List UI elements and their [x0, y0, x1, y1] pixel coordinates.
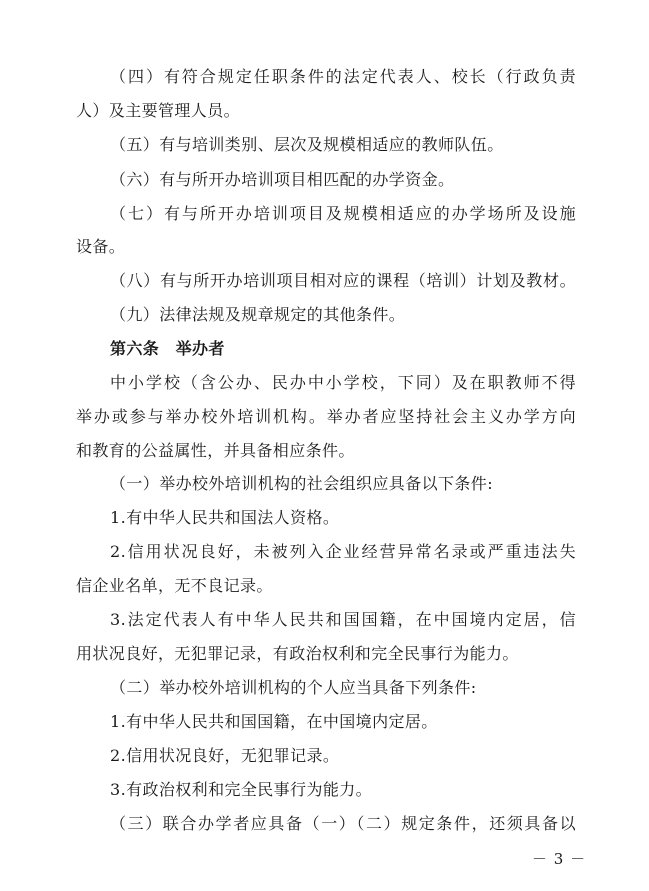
paragraph-line: 信企业名单，无不良记录。 — [76, 576, 273, 595]
paragraph-line: （三）联合办学者应具备（一）（二）规定条件，还须具备以 — [110, 814, 576, 833]
paragraph-line: 用状况良好，无犯罪记录，有政治权利和完全民事行为能力。 — [76, 644, 519, 663]
paragraph-line: 1.有中华人民共和国国籍，在中国境内定居。 — [110, 712, 438, 731]
paragraph-line: （四）有符合规定任职条件的法定代表人、校长（行政负责 — [110, 67, 576, 86]
paragraph-line: 2.信用状况良好，无犯罪记录。 — [110, 746, 340, 765]
paragraph-line: 3.有政治权利和完全民事行为能力。 — [110, 780, 373, 799]
paragraph-line: 2.信用状况良好，未被列入企业经营异常名录或严重违法失 — [110, 542, 576, 561]
paragraph-line: 中小学校（含公办、民办中小学校，下同）及在职教师不得 — [110, 373, 576, 392]
paragraph-line: （八）有与所开办培训项目相对应的课程（培训）计划及教材。 — [110, 271, 576, 290]
paragraph-line: （九）法律法规及规章规定的其他条件。 — [110, 305, 406, 324]
paragraph-line: 和教育的公益属性，并具备相应条件。 — [76, 441, 355, 460]
page-number: － 3 － — [532, 850, 587, 868]
paragraph-line: （二）举办校外培训机构的个人应当具备下列条件: — [110, 678, 477, 697]
paragraph-line: （七）有与所开办培训项目及规模相适应的办学场所及设施 — [110, 204, 576, 223]
article-heading: 第六条 举办者 — [110, 339, 225, 358]
paragraph-line: 人）及主要管理人员。 — [76, 101, 241, 120]
paragraph-line: （一）举办校外培训机构的社会组织应具备以下条件: — [110, 474, 493, 493]
paragraph-line: 1.有中华人民共和国法人资格。 — [110, 508, 340, 527]
paragraph-line: 举办或参与举办校外培训机构。举办者应坚持社会主义办学方向 — [76, 407, 576, 426]
paragraph-line: 设备。 — [76, 237, 126, 256]
paragraph-line: （五）有与培训类别、层次及规模相适应的教师队伍。 — [110, 135, 504, 154]
paragraph-line: 3.法定代表人有中华人民共和国国籍，在中国境内定居，信 — [110, 610, 576, 629]
paragraph-line: （六）有与所开办培训项目相匹配的办学资金。 — [110, 170, 455, 189]
